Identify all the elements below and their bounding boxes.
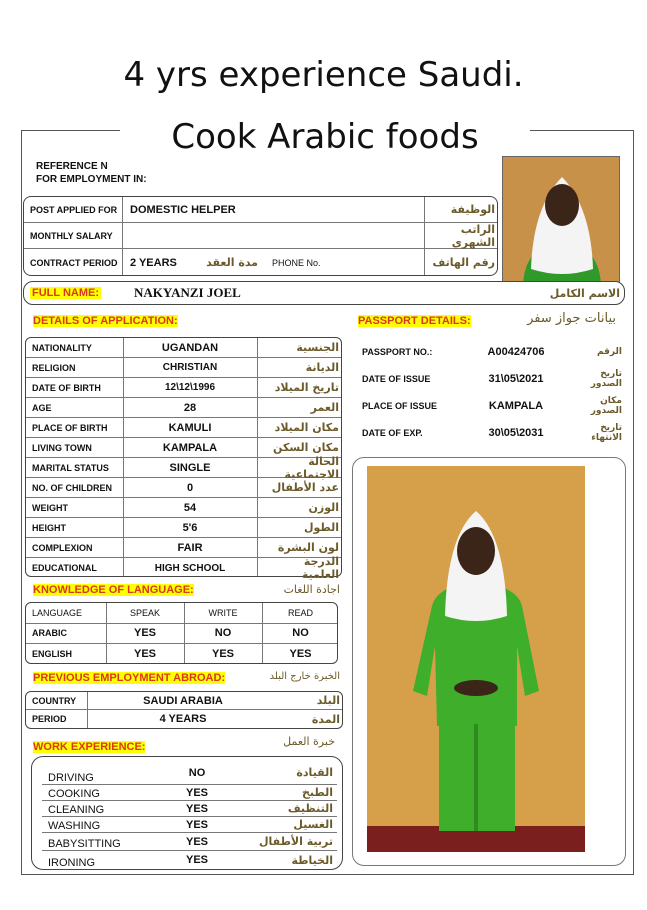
job-row-post xyxy=(24,197,497,223)
passport-row xyxy=(356,419,626,446)
previous-value: 4 YEARS xyxy=(159,713,207,725)
application-row xyxy=(26,338,341,358)
job-table xyxy=(23,196,498,276)
previous-title-arabic: الخبرة خارج البلد xyxy=(269,671,340,682)
salary-value xyxy=(124,223,324,248)
previous-table xyxy=(25,691,343,729)
previous-value: SAUDI ARABIA xyxy=(143,694,223,707)
contract-arabic: مدة العقد xyxy=(206,256,258,269)
work-table xyxy=(31,756,343,870)
job-divider xyxy=(424,197,425,275)
previous-arabic: المدة xyxy=(311,712,340,726)
work-title-text: WORK EXPERIENCE: xyxy=(33,741,146,753)
application-label: DATE OF BIRTH xyxy=(32,382,101,393)
application-label: HEIGHT xyxy=(32,522,67,533)
application-title-text: DETAILS OF APPLICATION: xyxy=(33,315,178,327)
application-value: UGANDAN xyxy=(161,341,219,354)
application-arabic: لون البشرة xyxy=(277,541,339,554)
language-title-text: KNOWLEDGE OF LANGUAGE: xyxy=(33,584,194,596)
work-row xyxy=(42,801,337,817)
application-label: AGE xyxy=(32,402,52,413)
work-label: IRONING xyxy=(48,857,96,869)
previous-arabic: البلد xyxy=(316,694,340,707)
application-label: RELIGION xyxy=(32,362,76,373)
language-header-row xyxy=(26,603,337,624)
language-cell: ENGLISH xyxy=(32,649,73,660)
passport-row xyxy=(356,365,626,392)
passport-value: A00424706 xyxy=(487,345,545,358)
previous-title xyxy=(33,672,225,684)
language-cell: YES xyxy=(133,627,156,640)
header-line-1: 4 yrs experience Saudi. xyxy=(123,55,524,95)
portrait-illustration-small xyxy=(503,157,620,284)
job-divider xyxy=(122,197,123,275)
work-arabic: الغسيل xyxy=(293,818,333,831)
full-body-illustration xyxy=(367,466,585,852)
application-divider xyxy=(257,338,258,576)
post-label: POST APPLIED FOR xyxy=(30,204,118,215)
work-value: YES xyxy=(185,802,208,815)
language-divider xyxy=(184,603,185,663)
application-row xyxy=(26,398,341,418)
passport-value: 31\05\2021 xyxy=(488,372,544,385)
previous-title-text: PREVIOUS EMPLOYMENT ABROAD: xyxy=(33,672,226,684)
application-value: 0 xyxy=(186,481,194,494)
phone-arabic: رقم الهاتف xyxy=(432,256,495,269)
work-row xyxy=(42,761,337,785)
work-row xyxy=(42,785,337,801)
work-row xyxy=(42,817,337,833)
application-arabic: الجنسية xyxy=(296,341,339,354)
language-title-arabic: اجادة اللغات xyxy=(283,583,340,596)
language-cell: YES xyxy=(289,648,312,661)
application-value: FAIR xyxy=(177,541,203,554)
application-label: MARITAL STATUS xyxy=(32,462,109,473)
work-label: CLEANING xyxy=(48,804,105,816)
work-arabic: التنظيف xyxy=(287,802,333,815)
language-cell: YES xyxy=(133,648,156,661)
language-cell: YES xyxy=(211,648,234,661)
language-divider xyxy=(262,603,263,663)
passport-arabic: الرقم xyxy=(596,346,622,357)
reference-block xyxy=(36,160,147,186)
full-name-row xyxy=(23,281,625,305)
application-row xyxy=(26,555,341,581)
job-row-contract xyxy=(24,249,497,276)
work-value: YES xyxy=(185,818,208,831)
work-value: YES xyxy=(185,786,208,799)
work-arabic: القيادة xyxy=(296,766,333,779)
application-arabic: تاريخ الميلاد xyxy=(274,381,339,394)
passport-title-text: PASSPORT DETAILS: xyxy=(358,315,471,327)
application-arabic: عدد الأطفال xyxy=(271,481,339,494)
application-arabic: مكان السكن xyxy=(273,441,339,454)
language-cell: LANGUAGE xyxy=(32,607,83,618)
language-row xyxy=(26,644,337,665)
phone-value xyxy=(330,249,420,276)
work-arabic: الخياطة xyxy=(291,853,333,867)
passport-arabic: تاريخ الصدور xyxy=(590,368,622,389)
application-value: HIGH SCHOOL xyxy=(154,562,226,574)
contract-label: CONTRACT PERIOD xyxy=(30,257,118,268)
work-row xyxy=(42,851,337,869)
reference-line-2: FOR EMPLOYMENT IN: xyxy=(36,174,147,185)
application-value: SINGLE xyxy=(169,461,211,474)
application-label: NO. OF CHILDREN xyxy=(32,482,112,493)
application-row xyxy=(26,498,341,518)
language-cell: NO xyxy=(292,627,309,640)
application-value: KAMULI xyxy=(168,421,212,434)
passport-arabic: تاريخ الانتهاء xyxy=(591,422,622,443)
previous-label: COUNTRY xyxy=(32,695,77,706)
salary-label: MONTHLY SALARY xyxy=(30,230,113,241)
passport-label: PLACE OF ISSUE xyxy=(362,400,438,411)
application-arabic: الوزن xyxy=(308,501,339,514)
work-value: YES xyxy=(185,835,208,848)
application-row xyxy=(26,454,341,481)
application-value: 5'6 xyxy=(182,521,198,534)
passport-value: KAMPALA xyxy=(488,399,544,412)
reference-line-1: REFERENCE N xyxy=(36,161,108,172)
passport-arabic: مكان الصدور xyxy=(590,395,622,416)
work-label: WASHING xyxy=(48,820,101,832)
language-table xyxy=(25,602,338,664)
work-label: DRIVING xyxy=(48,772,94,784)
language-cell: ARABIC xyxy=(32,628,67,639)
work-arabic: تربية الأطفال xyxy=(258,835,333,848)
application-title xyxy=(33,315,178,327)
application-arabic: الديانة xyxy=(305,361,339,374)
application-label: EDUCATIONAL xyxy=(32,563,97,573)
application-label: WEIGHT xyxy=(32,502,68,513)
application-value: KAMPALA xyxy=(162,441,218,454)
contract-value: 2 YEARS xyxy=(130,256,177,269)
previous-label: PERIOD xyxy=(32,714,67,724)
full-name-value: NAKYANZI JOEL xyxy=(134,285,241,300)
passport-row xyxy=(356,392,626,419)
full-name-label-wrap xyxy=(30,282,130,304)
application-value: 28 xyxy=(183,401,197,414)
application-value: CHRISTIAN xyxy=(162,362,218,373)
previous-row xyxy=(26,710,342,728)
job-row-salary xyxy=(24,223,497,249)
post-value: DOMESTIC HELPER xyxy=(130,203,236,216)
full-body-photo xyxy=(367,466,585,852)
phone-label: PHONE No. xyxy=(272,257,321,268)
full-name-arabic: الاسم الكامل xyxy=(549,286,620,300)
work-row xyxy=(42,833,337,851)
work-title-arabic: خبرة العمل xyxy=(283,735,335,748)
previous-row xyxy=(26,692,342,710)
passport-table xyxy=(356,338,626,448)
application-arabic: مكان الميلاد xyxy=(274,421,339,434)
full-name-label: FULL NAME: xyxy=(32,287,100,299)
application-value: 54 xyxy=(183,501,197,514)
application-table xyxy=(25,337,342,581)
passport-value: 30\05\2031 xyxy=(488,426,544,439)
application-label: COMPLEXION xyxy=(32,542,93,553)
application-label: NATIONALITY xyxy=(32,342,92,353)
work-value: YES xyxy=(185,854,208,866)
work-arabic: الطبخ xyxy=(301,786,333,799)
passport-row xyxy=(356,338,626,365)
work-value: NO xyxy=(188,766,206,779)
application-value: 12\12\1996 xyxy=(164,382,216,393)
work-label: COOKING xyxy=(48,788,100,800)
language-cell: READ xyxy=(287,607,313,618)
application-row xyxy=(26,478,341,498)
language-cell: SPEAK xyxy=(129,607,160,618)
header-line-2: Cook Arabic foods xyxy=(120,114,530,160)
application-arabic: العمر xyxy=(310,401,339,414)
application-row xyxy=(26,418,341,438)
portrait-photo-small xyxy=(502,156,620,284)
post-arabic: الوظيفة xyxy=(450,203,495,216)
application-arabic: الطول xyxy=(303,521,339,534)
language-cell: WRITE xyxy=(208,607,238,618)
salary-arabic: الراتب الشهري xyxy=(451,222,495,249)
language-cell: NO xyxy=(214,627,232,640)
application-label: LIVING TOWN xyxy=(32,442,92,453)
work-title xyxy=(33,741,145,753)
previous-divider xyxy=(87,692,88,728)
passport-title-arabic: بيانات جواز سفر xyxy=(527,311,616,326)
application-label: PLACE OF BIRTH xyxy=(32,422,108,433)
passport-label: DATE OF EXP. xyxy=(362,427,423,438)
application-arabic: الحالة الاجتماعية xyxy=(284,454,339,481)
application-row xyxy=(26,358,341,378)
work-label: BABYSITTING xyxy=(48,838,121,850)
application-arabic: الدرجة العلمية xyxy=(301,555,339,581)
language-divider xyxy=(106,603,107,663)
application-row xyxy=(26,518,341,538)
passport-label: PASSPORT NO.: xyxy=(362,346,433,357)
application-row xyxy=(26,378,341,398)
language-title xyxy=(33,584,194,596)
passport-title xyxy=(358,315,471,327)
application-divider xyxy=(123,338,124,576)
language-row xyxy=(26,624,337,645)
passport-label: DATE OF ISSUE xyxy=(362,373,431,384)
